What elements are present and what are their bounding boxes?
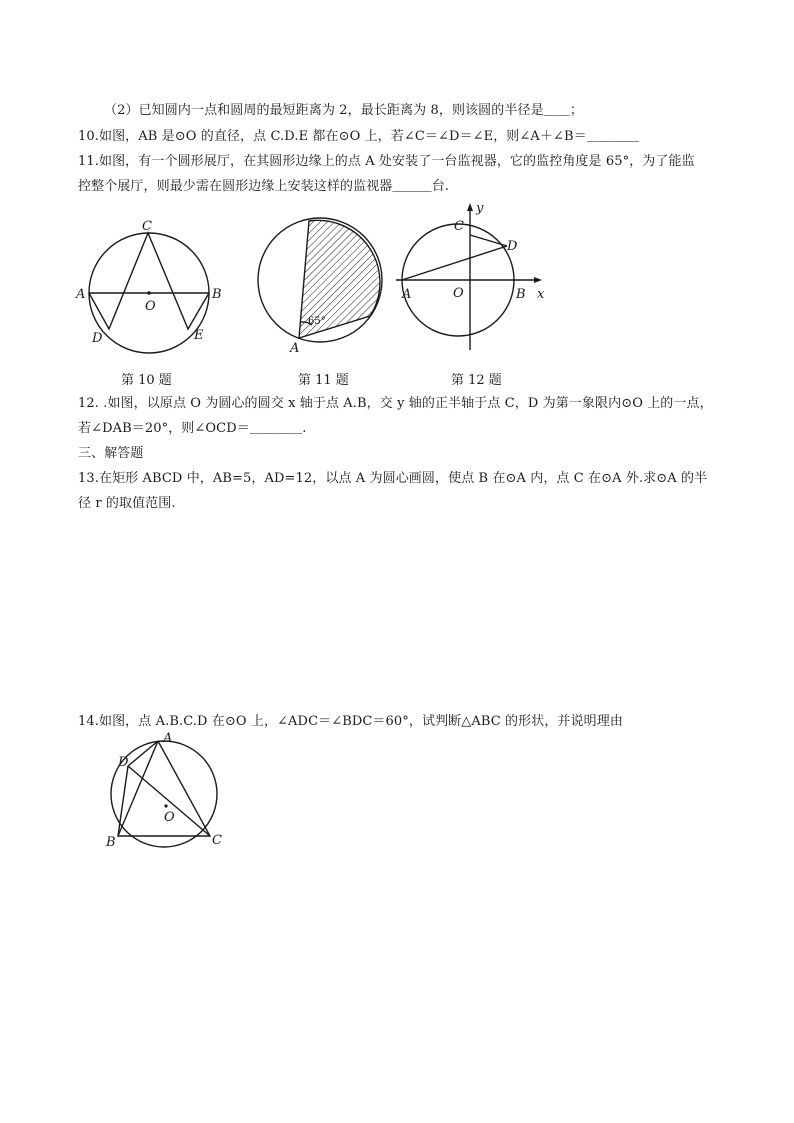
question-13-line-1: 13.在矩形 ABCD 中，AB=5，AD=12，以点 A 为圆心画圆，使点 B 在⊙A 内，点 C 在⊙A 外.求⊙A 的半 bbox=[78, 471, 708, 486]
fig12-label-a: A bbox=[402, 287, 412, 302]
figure-12 bbox=[396, 200, 556, 350]
fig12-label-d: D bbox=[507, 239, 518, 254]
caption-figure-12: 第 12 题 bbox=[451, 373, 502, 388]
fig14-label-b: B bbox=[106, 835, 116, 850]
question-13-line-2: 径 r 的取值范围. bbox=[78, 496, 176, 511]
fig12-label-y: y bbox=[476, 201, 484, 216]
question-12-line-1: 12. .如图，以原点 O 为圆心的圆交 x 轴于点 A.B，交 y 轴的正半轴于点 C，D 为第一象限内⊙O 上的一点， bbox=[78, 396, 713, 411]
fig14-label-c: C bbox=[212, 833, 222, 848]
section-3-heading: 三、解答题 bbox=[78, 446, 144, 461]
caption-figure-10: 第 10 题 bbox=[121, 373, 172, 388]
fig12-label-c: C bbox=[454, 219, 464, 234]
question-10: 10.如图，AB 是⊙O 的直径，点 C.D.E 都在⊙O 上，若∠C＝∠D＝∠E，则∠A＋∠B＝＿＿＿＿ bbox=[78, 129, 640, 144]
fig12-x-arrow bbox=[534, 277, 542, 283]
fig11-label-a: A bbox=[290, 341, 300, 356]
question-9-part-2: （2）已知圆内一点和圆周的最短距离为 2，最长距离为 8，则该圆的半径是＿＿； bbox=[104, 103, 583, 118]
fig10-label-b: B bbox=[212, 287, 222, 302]
fig12-y-arrow bbox=[467, 203, 473, 211]
question-11-line-1: 11.如图，有一个圆形展厅，在其圆形边缘上的点 A 处安装了一台监视器，它的监控角度是 65°，为了能监 bbox=[78, 154, 695, 169]
fig12-chord-cd bbox=[470, 235, 507, 246]
fig10-label-e: E bbox=[194, 328, 204, 343]
figure-10 bbox=[76, 214, 236, 364]
fig14-label-o: O bbox=[164, 810, 175, 825]
fig12-label-o: O bbox=[453, 286, 464, 301]
fig12-label-x: x bbox=[537, 287, 545, 302]
fig10-chords bbox=[89, 233, 209, 329]
fig14-center-dot bbox=[164, 804, 167, 807]
fig14-label-d: D bbox=[118, 755, 129, 770]
question-12-line-2: 若∠DAB＝20°，则∠OCD＝＿＿＿＿. bbox=[78, 421, 307, 436]
fig10-label-o: O bbox=[145, 299, 156, 314]
fig10-label-c: C bbox=[142, 219, 152, 234]
question-11-line-2: 控整个展厅，则最少需在圆形边缘上安装这样的监视器＿＿＿台. bbox=[78, 179, 450, 194]
fig10-label-a: A bbox=[76, 287, 86, 302]
fig14-chord-dc bbox=[128, 766, 210, 836]
fig12-label-b: B bbox=[516, 287, 526, 302]
fig11-angle-label: 65° bbox=[308, 316, 326, 327]
question-14: 14.如图，点 A.B.C.D 在⊙O 上，∠ADC＝∠BDC＝60°，试判断△ABC 的形状，并说明理由 bbox=[78, 714, 623, 729]
fig14-label-a: A bbox=[163, 731, 173, 746]
caption-figure-11: 第 11 题 bbox=[298, 373, 349, 388]
figure-11 bbox=[252, 212, 402, 362]
fig12-chord-ad bbox=[402, 246, 507, 280]
figure-14 bbox=[102, 732, 242, 852]
fig10-label-d: D bbox=[92, 331, 103, 346]
fig10-center-dot bbox=[147, 291, 151, 295]
